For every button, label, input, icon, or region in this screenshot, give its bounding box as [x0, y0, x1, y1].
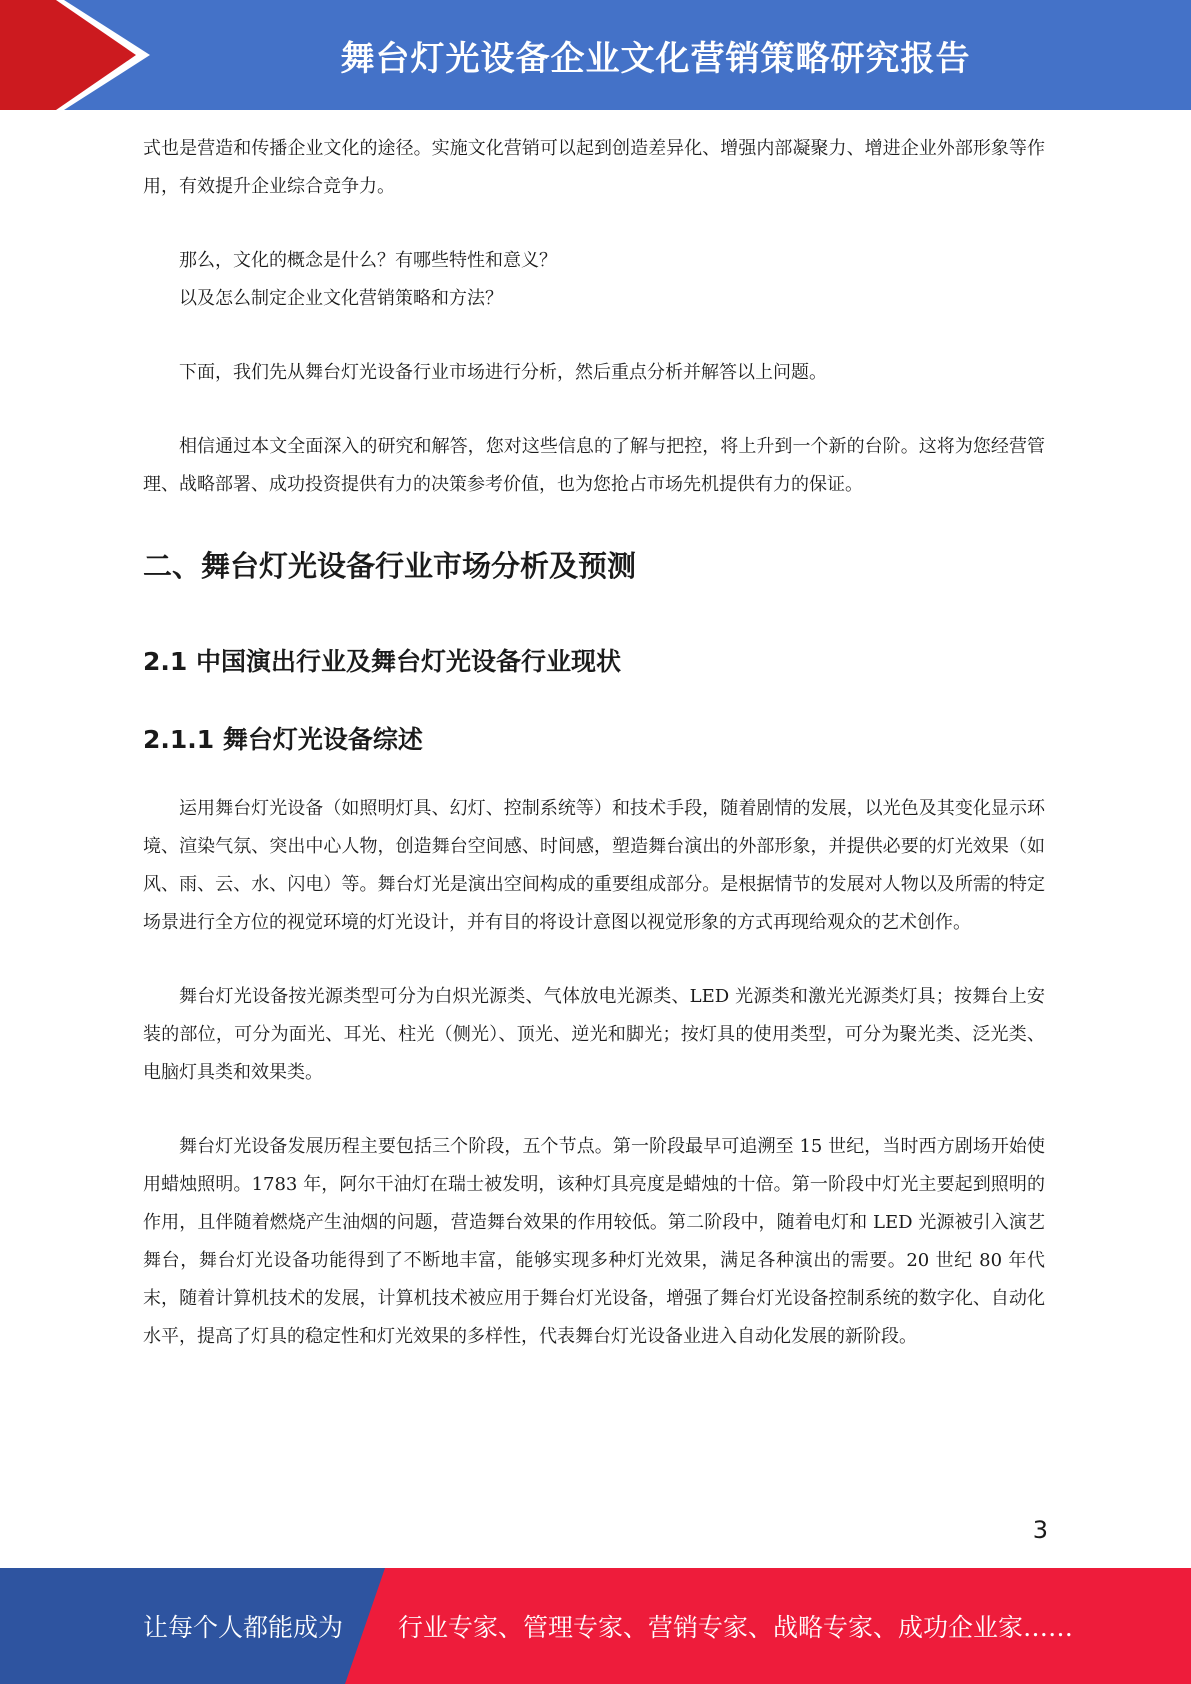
header-title: 舞台灯光设备企业文化营销策略研究报告: [340, 38, 971, 79]
body-paragraph-1: 运用舞台灯光设备（如照明灯具、幻灯、控制系统等）和技术手段，随着剧情的发展，以光色及其变化显示环境、渲染气氛、突出中心人物，创造舞台空间感、时间感，塑造舞台演出的外部形象，并提供必要的灯光效果（如风、雨、云、水、闪电）等。舞台灯光是演出空间构成的重要组成部分。是根据情节的发展对人物以及所需的特定场景进行全方位的视觉环境的灯光设计，并有目的将设计意图以视觉形象的方式再现给观众的艺术创作。: [143, 798, 1045, 933]
section-heading: 二、舞台灯光设备行业市场分析及预测: [143, 549, 637, 583]
page-number: 3: [1032, 1516, 1048, 1544]
intro-question-2: 以及怎么制定企业文化营销策略和方法？: [179, 288, 503, 309]
intro-paragraph-2: 下面，我们先从舞台灯光设备行业市场进行分析，然后重点分析并解答以上问题。: [179, 362, 827, 383]
footer-slogan-left: 让每个人都能成为: [143, 1613, 344, 1642]
page-content: [143, 130, 1045, 1356]
intro-paragraph-3: 相信通过本文全面深入的研究和解答，您对这些信息的了解与把控，将上升到一个新的台阶。这将为您经营管理、战略部署、成功投资提供有力的决策参考价值，也为您抢占市场先机提供有力的保证。: [143, 436, 1045, 495]
intro-paragraph-1: 式也是营造和传播企业文化的途径。实施文化营销可以起到创造差异化、增强内部凝聚力、增进企业外部形象等作用，有效提升企业综合竞争力。: [143, 138, 1045, 197]
subsection-heading: 2.1 中国演出行业及舞台灯光设备行业现状: [143, 647, 621, 676]
body-paragraph-2: 舞台灯光设备按光源类型可分为白炽光源类、气体放电光源类、LED 光源类和激光光源类灯具；按舞台上安装的部位，可分为面光、耳光、柱光（侧光）、顶光、逆光和脚光；按灯具的使用类型，可分为聚光类、泛光类、电脑灯具类和效果类。: [143, 986, 1045, 1083]
page-header: [0, 0, 1191, 110]
header-arrow-decoration: [0, 0, 160, 110]
sub-subsection-heading: 2.1.1 舞台灯光设备综述: [143, 725, 423, 754]
page-footer: [0, 1568, 1191, 1684]
intro-question-1: 那么，文化的概念是什么？有哪些特性和意义？: [179, 250, 557, 271]
body-paragraph-3: 舞台灯光设备发展历程主要包括三个阶段，五个节点。第一阶段最早可追溯至 15 世纪，当时西方剧场开始使用蜡烛照明。1783 年，阿尔干油灯在瑞士被发明，该种灯具亮度是蜡烛的十倍。第一阶段中灯光主要起到照明的作用，且伴随着燃烧产生油烟的问题，营造舞台效果的作用较低。第二阶段中，随着电灯和 LED 光源被引入演艺舞台，舞台灯光设备功能得到了不断地丰富，能够实现多种灯光效果，满足各种演出的需要。20 世纪 80 年代末，随着计算机技术的发展，计算机技术被应用于舞台灯光设备，增强了舞台灯光设备控制系统的数字化、自动化水平，提高了灯具的稳定性和灯光效果的多样性，代表舞台灯光设备业进入自动化发展的新阶段。: [143, 1136, 1045, 1347]
footer-slogan-right: 行业专家、管理专家、营销专家、战略专家、成功企业家……: [398, 1613, 1074, 1642]
